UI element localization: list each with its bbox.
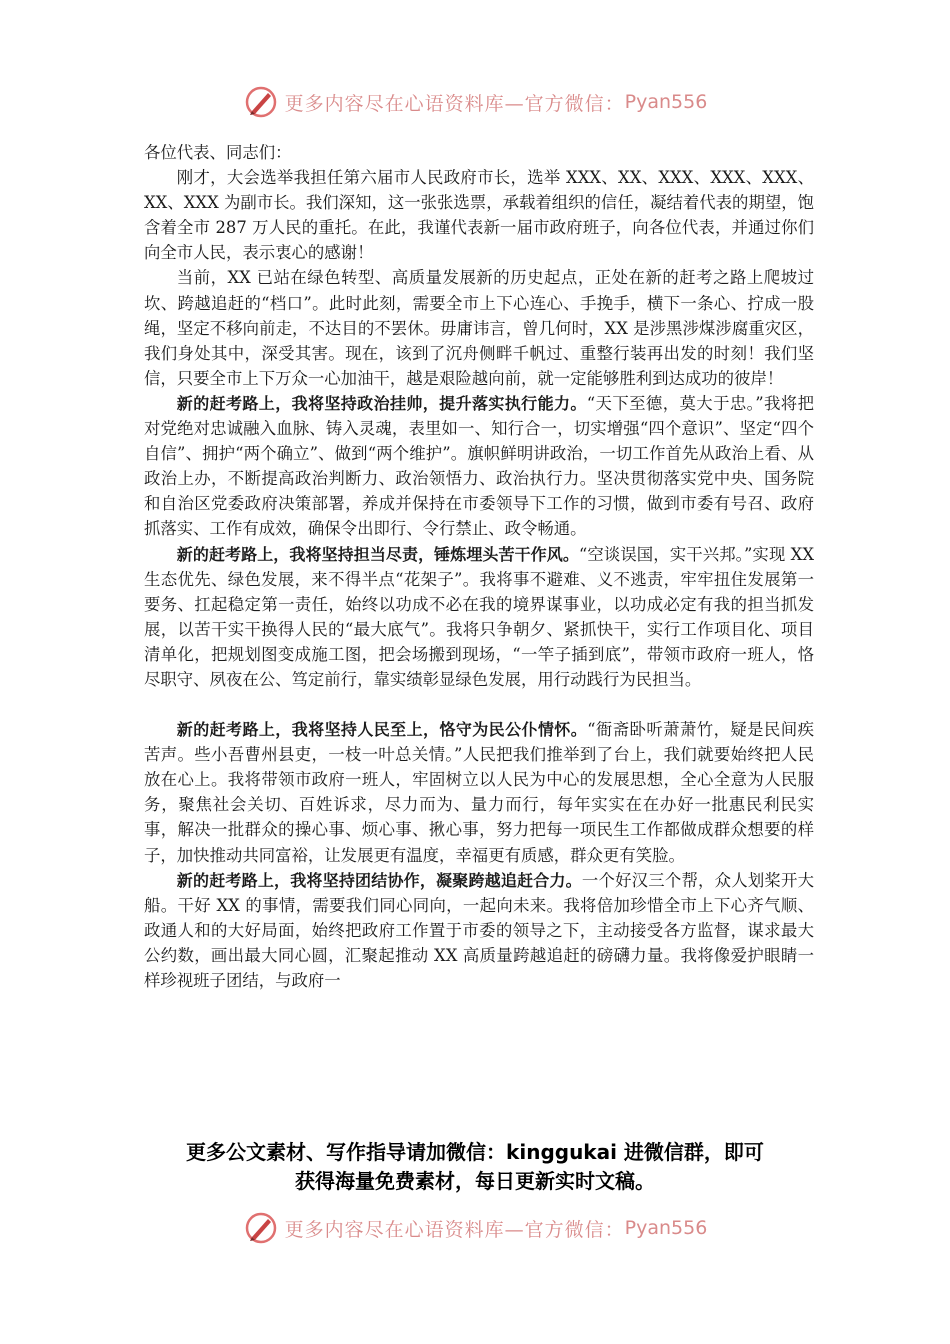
paragraph-heading: 新的赶考路上，我将坚持团结协作，凝聚跨越追赶合力。 bbox=[176, 870, 582, 890]
footer-watermark bbox=[0, 1208, 950, 1248]
paragraph-1: 刚才，大会选举我担任第六届市人民政府市长，选举 XXX、XX、XXX、XXX、XXX、XX、XXX 为副市长。我们深知，这一张张选票，承载着组织的信任，凝结着代表的期望，饱含着全市 287 万人民的重托。在此，我谨代表新一届市政府班子，向各位代表，并通过你们向全市人民，表示衷心的感谢！ bbox=[144, 168, 815, 263]
promo-notice bbox=[100, 1138, 850, 1196]
paragraph-3: 新的赶考路上，我将坚持政治挂帅，提升落实执行能力。“天下至德，莫大于忠。”我将把对党绝对忠诚融入血脉、铸入灵魂，表里如一、知行合一，切实增强“四个意识”、坚定“四个自信”、拥护“两个确立”、做到“两个维护”。旗帜鲜明讲政治，一切工作首先从政治上看、从政治上办，不断提高政治判断力、政治领悟力、政治执行力。坚决贯彻落实党中央、国务院和自治区党委政府决策部署，养成并保持在市委领导下工作的习惯，做到市委有号召、政府抓落实、工作有成效，确保令出即行、令行禁止、政令畅通。 bbox=[144, 393, 814, 539]
paragraph-6: 新的赶考路上，我将坚持团结协作，凝聚跨越追赶合力。一个好汉三个帮，众人划桨开大船。干好 XX 的事情，需要我们同心同向，一起向未来。我将倍加珍惜全市上下心齐气顺、政通人和的大好局面，始终把政府工作置于市委的领导之下，主动接受各方监督，谋求最大公约数，画出最大同心圆，汇聚起推动 XX 高质量跨越追赶的磅礴力量。我将像爱护眼睛一样珍视班子团结，与政府一 bbox=[144, 870, 814, 990]
paragraph-heading: 新的赶考路上，我将坚持人民至上，恪守为民公仆情怀。 bbox=[176, 720, 588, 740]
promo-line-2: 获得海量免费素材，每日更新实时文稿。 bbox=[295, 1169, 655, 1193]
promo-line-1: 更多公文素材、写作指导请加微信：kinggukai 进微信群，即可 bbox=[186, 1140, 764, 1164]
paragraph-2: 当前，XX 已站在绿色转型、高质量发展新的历史起点，正处在新的赶考之路上爬坡过坎、跨越追赶的“档口”。此时此刻，需要全市上下心连心、手挽手，横下一条心、拧成一股绳，坚定不移向前走，不达目的不罢休。毋庸讳言，曾几何时，XX 是涉黑涉煤涉腐重灾区，我们身处其中，深受其害。现在，该到了沉舟侧畔千帆过、重整行装再出发的时刻！我们坚信，只要全市上下万众一心加油干，越是艰险越向前，就一定能够胜利到达成功的彼岸！ bbox=[144, 268, 814, 388]
watermark-wechat-id: Pyan556 bbox=[624, 91, 708, 113]
watermark-text: 更多内容尽在心语资料库—官方微信： bbox=[284, 1218, 625, 1241]
watermark-text: 更多内容尽在心语资料库—官方微信： bbox=[284, 92, 625, 115]
paragraph-heading: 新的赶考路上，我将坚持政治挂帅，提升落实执行能力。 bbox=[176, 393, 587, 413]
paragraph-5: 新的赶考路上，我将坚持人民至上，恪守为民公仆情怀。“衙斋卧听萧萧竹，疑是民间疾苦声。些小吾曹州县吏，一枝一叶总关情。”人民把我们推举到了台上，我们就要始终把人民放在心上。我将带领市政府一班人，牢固树立以人民为中心的发展思想，全心全意为人民服务，聚焦社会关切、百姓诉求，尽力而为、量力而行，每年实实在在办好一批惠民利民实事，解决一批群众的操心事、烦心事、揪心事，努力把每一项民生工作都做成群众想要的样子，加快推动共同富裕，让发展更有温度，幸福更有质感，群众更有笑脸。 bbox=[144, 720, 814, 865]
pen-logo-icon bbox=[243, 84, 279, 120]
watermark-wechat-id: Pyan556 bbox=[624, 1217, 708, 1239]
paragraph-heading: 新的赶考路上，我将坚持担当尽责，锤炼埋头苦干作风。 bbox=[176, 544, 579, 564]
salutation: 各位代表、同志们： bbox=[144, 143, 292, 162]
paragraph-4: 新的赶考路上，我将坚持担当尽责，锤炼埋头苦干作风。“空谈误国，实干兴邦。”实现 XX 生态优先、绿色发展，来不得半点“花架子”。我将事不避难、义不逃责，牢牢扭住发展第一要务、扛起稳定第一责任，始终以功成不必在我的境界谋事业，以功成必定有我的担当抓发展，以苦干实干换得人民的“最大底气”。我将只争朝夕、紧抓快干，实行工作项目化、项目清单化，把规划图变成施工图，把会场搬到现场，“一竿子插到底”，带领市政府一班人，恪尽职守、夙夜在公、笃定前行，靠实绩彰显绿色发展，用行动践行为民担当。 bbox=[144, 544, 814, 689]
document-body bbox=[144, 140, 814, 993]
header-watermark bbox=[0, 82, 950, 122]
pen-logo-icon bbox=[243, 1210, 279, 1246]
